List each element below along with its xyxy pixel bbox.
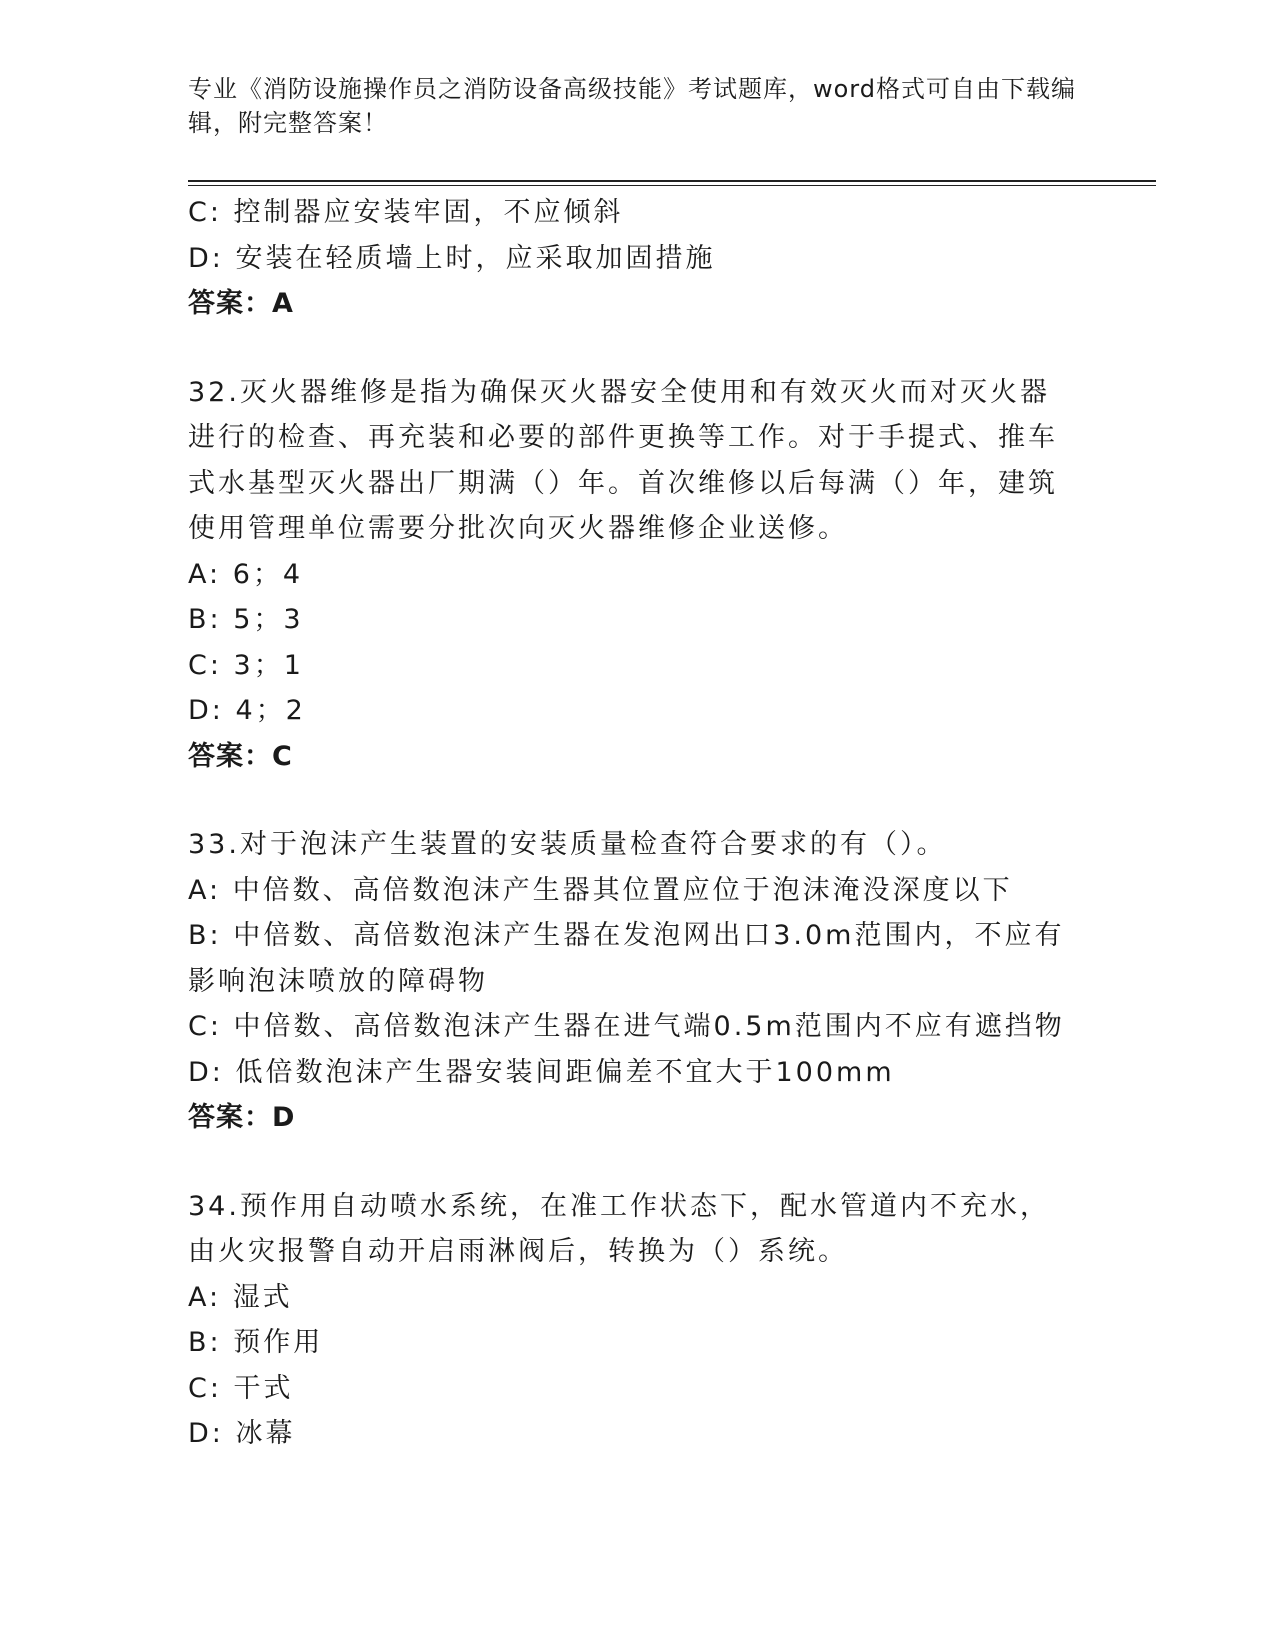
spacer — [188, 327, 1068, 370]
option-text: 预作用 — [233, 1327, 324, 1358]
option-label: B: — [188, 1327, 222, 1358]
document-header: 专业《消防设施操作员之消防设备高级技能》考试题库，word格式可自由下载编辑，附完整答案！ — [188, 75, 1076, 137]
option-label: B: — [188, 604, 222, 635]
option-text: 低倍数泡沫产生器安装间距偏差不宜大于100mm — [235, 1056, 895, 1088]
option-line — [188, 597, 1068, 643]
option-text: 中倍数、高倍数泡沫产生器在进气端0.5m范围内不应有遮挡物 — [233, 1011, 1065, 1042]
document-content — [188, 190, 1068, 1457]
option-label: B: — [188, 920, 222, 951]
header-rule-thick — [188, 180, 1156, 182]
question-stem — [188, 1184, 1068, 1275]
option-label: D: — [188, 1056, 224, 1088]
question-34 — [188, 1184, 1068, 1457]
option-line — [188, 552, 1068, 598]
option-label: D: — [188, 1418, 224, 1449]
question-32 — [188, 370, 1068, 780]
option-text: 3；1 — [233, 649, 304, 681]
option-text: 6；4 — [232, 558, 304, 590]
option-line — [188, 643, 1068, 689]
option-label: C: — [188, 197, 222, 228]
question-33 — [188, 822, 1068, 1141]
spacer — [188, 1141, 1068, 1184]
option-label: C: — [188, 1372, 222, 1404]
header-rule-thin — [188, 185, 1156, 186]
option-line — [188, 190, 1068, 236]
option-line — [188, 688, 1068, 734]
option-line — [188, 1411, 1068, 1457]
option-label: D: — [188, 695, 224, 726]
question-number: 32. — [188, 376, 240, 408]
option-line — [188, 1366, 1068, 1412]
option-text: 4；2 — [235, 695, 306, 726]
question-stem — [188, 370, 1068, 552]
question-number: 33. — [188, 829, 240, 860]
option-label: A: — [188, 874, 222, 906]
answer-line: 答案：A — [188, 288, 294, 319]
option-text: 中倍数、高倍数泡沫产生器在发泡网出口3.0m范围内，不应有影响泡沫喷放的障碍物 — [188, 920, 1065, 997]
answer-line: 答案：C — [188, 740, 293, 772]
option-text: 安装在轻质墙上时，应采取加固措施 — [235, 242, 716, 274]
option-text: 5；3 — [233, 604, 304, 635]
option-label: D: — [188, 242, 224, 274]
question-text: 灭火器维修是指为确保灭火器安全使用和有效灭火而对灭火器进行的检查、再充装和必要的部件更换等工作。对于手提式、推车式水基型灭火器出厂期满（）年。首次维修以后每满（）年，建筑使用管理单位需要分批次向灭火器维修企业送修。 — [188, 376, 1058, 544]
question-stem — [188, 822, 1068, 868]
option-label: A: — [188, 1281, 222, 1313]
option-line — [188, 868, 1068, 914]
question-text: 预作用自动喷水系统，在准工作状态下，配水管道内不充水，由火灾报警自动开启雨淋阀后，转换为（）系统。 — [188, 1190, 1050, 1267]
option-text: 冰幕 — [235, 1418, 296, 1449]
spacer — [188, 779, 1068, 822]
option-line — [188, 236, 1068, 282]
option-text: 控制器应安装牢固，不应倾斜 — [233, 197, 624, 228]
option-text: 中倍数、高倍数泡沫产生器其位置应位于泡沫淹没深度以下 — [232, 874, 1013, 906]
option-line — [188, 1275, 1068, 1321]
option-line — [188, 913, 1068, 1004]
answer-line: 答案：D — [188, 1102, 296, 1133]
question-text: 对于泡沫产生装置的安装质量检查符合要求的有（）。 — [239, 829, 947, 860]
option-text: 干式 — [233, 1372, 294, 1404]
option-line — [188, 1320, 1068, 1366]
option-label: A: — [188, 558, 222, 590]
option-line — [188, 1050, 1068, 1096]
option-label: C: — [188, 649, 222, 681]
option-label: C: — [188, 1011, 222, 1042]
prev-question — [188, 190, 1068, 327]
option-text: 湿式 — [232, 1281, 293, 1313]
question-number: 34. — [188, 1190, 240, 1222]
option-line — [188, 1004, 1068, 1050]
